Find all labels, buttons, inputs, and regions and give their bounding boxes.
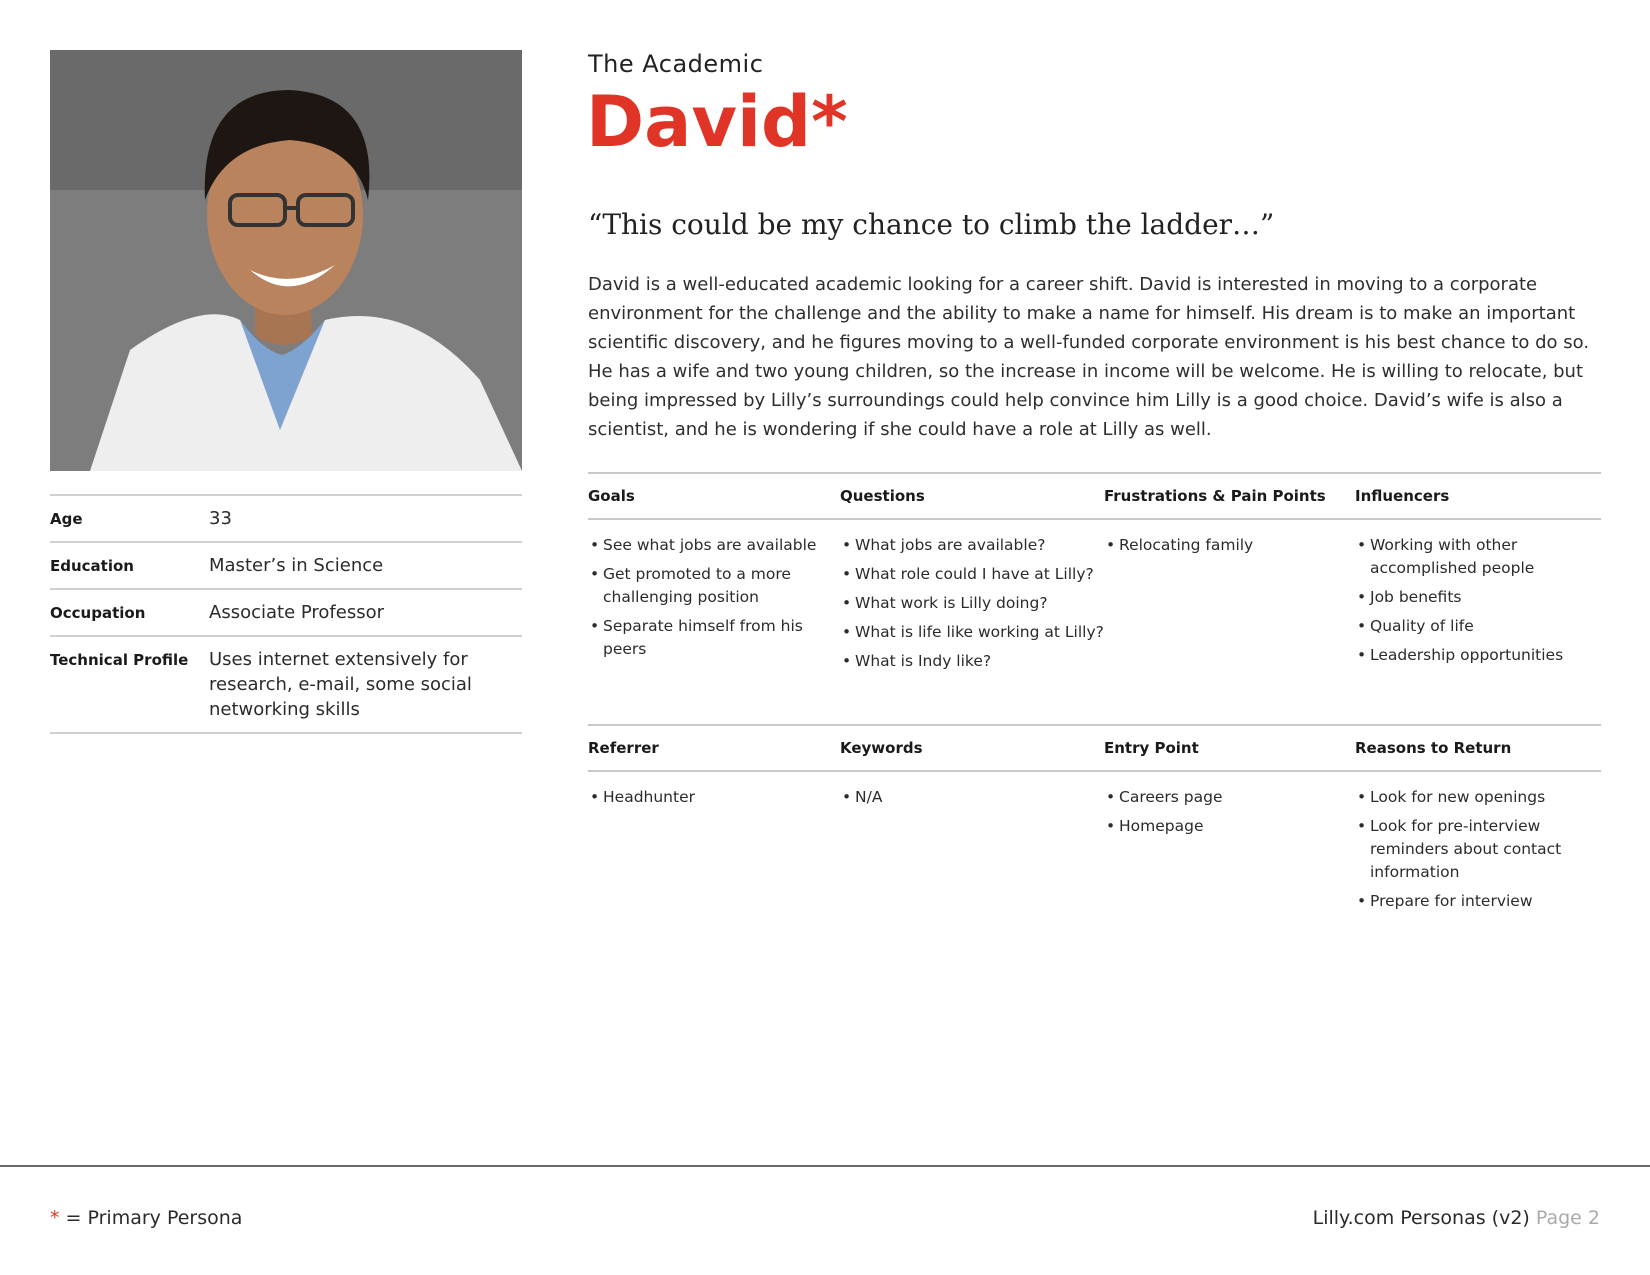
persona-name-text: David bbox=[586, 81, 812, 163]
persona-bio: David is a well-educated academic looking for a career shift. David is interested in moving to a corporate environment for the challenge and the ability to make a name for himself. His dream is to make an important scientific discovery, and he figures moving to a well-funded corporate environment is his best chance to do so. He has a wife and two young children, so the increase in income will be welcome. He is willing to relocate, but being impressed by Lilly’s surroundings could help convince him Lilly is a good choice. David’s wife is also a scientist, and he is wondering if she could have a role at Lilly as well. bbox=[588, 274, 1590, 440]
heading-influencers: Influencers bbox=[1355, 487, 1450, 505]
heading-goals: Goals bbox=[588, 487, 635, 505]
heading-frustrations: Frustrations & Pain Points bbox=[1104, 487, 1326, 505]
list-item: • Look for new openings bbox=[1355, 786, 1601, 809]
goals-list bbox=[588, 534, 840, 661]
persona-name bbox=[586, 80, 848, 164]
list-item: • Working with other accomplished people bbox=[1355, 534, 1601, 580]
heading-questions: Questions bbox=[840, 487, 925, 505]
attribute-row-occupation bbox=[50, 590, 522, 637]
persona-archetype: The Academic bbox=[588, 50, 764, 78]
section-referrer-keywords bbox=[588, 724, 1601, 919]
entry-point-list bbox=[1104, 786, 1355, 838]
list-item: • Job benefits bbox=[1355, 586, 1601, 609]
list-item: • Careers page bbox=[1104, 786, 1355, 809]
attribute-row-technical-profile bbox=[50, 637, 522, 734]
attribute-label: Age bbox=[50, 510, 83, 528]
heading-keywords: Keywords bbox=[840, 739, 923, 757]
list-item: • Separate himself from his peers bbox=[588, 615, 840, 661]
list-item: • Look for pre-interview reminders about contact information bbox=[1355, 815, 1601, 884]
heading-entry-point: Entry Point bbox=[1104, 739, 1199, 757]
keywords-list bbox=[840, 786, 1104, 809]
legend-star: * bbox=[50, 1207, 60, 1229]
persona-quote: “This could be my chance to climb the ladder…” bbox=[588, 208, 1275, 241]
list-item: • Homepage bbox=[1104, 815, 1355, 838]
list-item: • Get promoted to a more challenging position bbox=[588, 563, 840, 609]
list-item: • What role could I have at Lilly? bbox=[840, 563, 1104, 586]
attribute-value: Uses internet extensively for research, e-mail, some social networking skills bbox=[209, 649, 472, 720]
list-item: • See what jobs are available bbox=[588, 534, 840, 557]
page-number: Page 2 bbox=[1535, 1207, 1600, 1229]
primary-marker: * bbox=[811, 81, 848, 163]
referrer-list bbox=[588, 786, 840, 809]
questions-list bbox=[840, 534, 1104, 673]
attribute-label: Technical Profile bbox=[50, 651, 189, 669]
list-item: • Leadership opportunities bbox=[1355, 644, 1601, 667]
legend-text: = Primary Persona bbox=[59, 1207, 243, 1229]
attribute-row-age bbox=[50, 496, 522, 543]
attribute-label: Occupation bbox=[50, 604, 146, 622]
persona-attributes bbox=[50, 494, 522, 734]
section-goals-questions bbox=[588, 472, 1601, 679]
attribute-row-education bbox=[50, 543, 522, 590]
list-item: • Headhunter bbox=[588, 786, 840, 809]
heading-reasons-to-return: Reasons to Return bbox=[1355, 739, 1512, 757]
attribute-value: Associate Professor bbox=[209, 602, 384, 623]
list-item: • What is life like working at Lilly? bbox=[840, 621, 1104, 644]
footer-divider bbox=[0, 1165, 1650, 1167]
list-item: • N/A bbox=[840, 786, 1104, 809]
list-item: • Quality of life bbox=[1355, 615, 1601, 638]
list-item: • What is Indy like? bbox=[840, 650, 1104, 673]
document-title: Lilly.com Personas (v2) bbox=[1312, 1207, 1530, 1229]
list-item: • Prepare for interview bbox=[1355, 890, 1601, 913]
reasons-list bbox=[1355, 786, 1601, 913]
influencers-list bbox=[1355, 534, 1601, 667]
attribute-label: Education bbox=[50, 557, 134, 575]
list-item: • What jobs are available? bbox=[840, 534, 1104, 557]
persona-photo bbox=[50, 50, 522, 471]
frustrations-list bbox=[1104, 534, 1355, 557]
attribute-value: 33 bbox=[209, 508, 232, 529]
attribute-value: Master’s in Science bbox=[209, 555, 384, 576]
heading-referrer: Referrer bbox=[588, 739, 659, 757]
footer-doc-info bbox=[1313, 1207, 1600, 1229]
list-item: • What work is Lilly doing? bbox=[840, 592, 1104, 615]
list-item: • Relocating family bbox=[1104, 534, 1355, 557]
footer-legend bbox=[50, 1207, 242, 1229]
